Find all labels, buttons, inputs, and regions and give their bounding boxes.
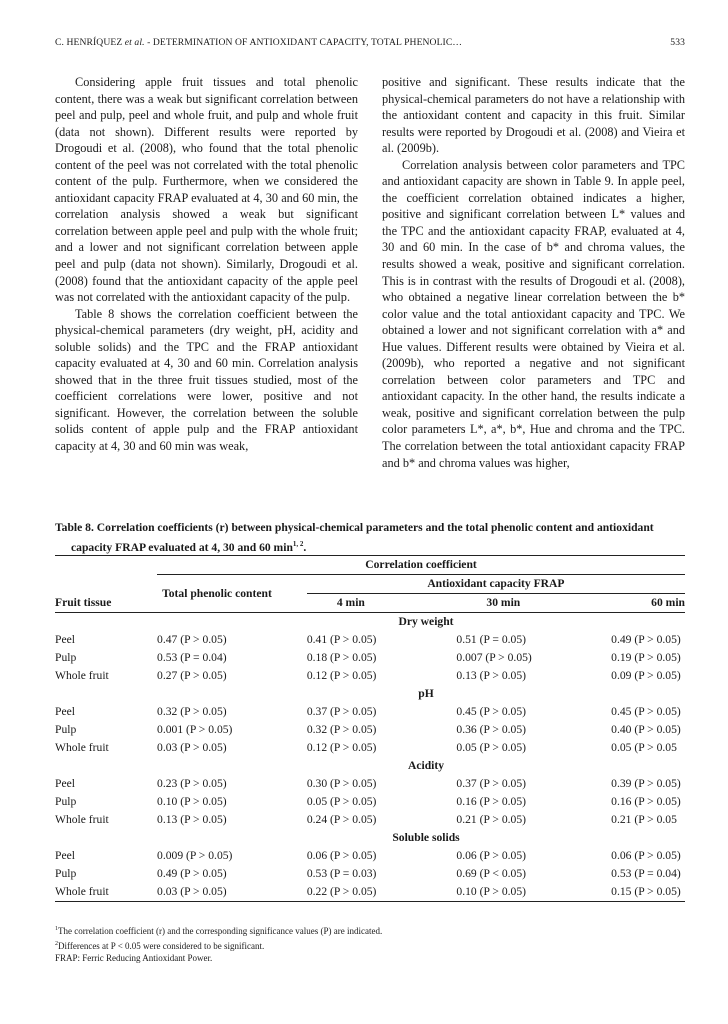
fruit-tissue-cell: Whole fruit [55, 813, 109, 826]
group-heading: Dry weight [398, 615, 454, 628]
table-row [55, 739, 685, 757]
header-author: C. HENRÍQUEZ [55, 37, 123, 48]
header-antioxidant: Antioxidant capacity FRAP [307, 575, 685, 594]
coefficient-cell: 0.32 (P > 0.05) [157, 705, 227, 718]
coefficient-cell: 0.03 (P > 0.05) [157, 741, 227, 754]
running-title [55, 37, 462, 48]
coefficient-cell: 0.16 (P > 0.05) [456, 795, 526, 808]
caption-superscript: 1, 2 [292, 540, 304, 548]
coefficient-cell: 0.001 (P > 0.05) [157, 723, 233, 736]
table-row [55, 703, 685, 721]
table-row [55, 793, 685, 811]
coefficient-cell: 0.03 (P > 0.05) [157, 883, 307, 902]
coefficient-cell: 0.37 (P > 0.05) [456, 777, 526, 790]
caption-line-2: capacity FRAP evaluated at 4, 30 and 60 min [71, 540, 293, 554]
table-body [55, 613, 685, 902]
coefficient-cell: 0.41 (P > 0.05) [306, 633, 377, 646]
right-paragraph-1: positive and significant. These results indicate that the physical-chemical parameters do not have a relationship with the antioxidant content and capacity in this fruit. Similar results were reported by Drogoudi et al. (2008) and Vieira et al. (2009b). [382, 75, 685, 156]
coefficient-cell: 0.05 (P > 0.05) [306, 795, 377, 808]
coefficient-cell: 0.53 (P = 0.04) [611, 867, 681, 880]
coefficient-cell: 0.12 (P > 0.05) [306, 669, 377, 682]
coefficient-cell: 0.06 (P > 0.05) [306, 849, 377, 862]
coefficient-cell: 0.13 (P > 0.05) [157, 813, 227, 826]
coefficient-cell: 0.09 (P > 0.05) [611, 669, 681, 682]
table-row [55, 811, 685, 829]
coefficient-cell: 0.49 (P > 0.05) [611, 633, 681, 646]
coefficient-cell: 0.06 (P > 0.05) [456, 849, 526, 862]
fruit-tissue-cell: Pulp [55, 867, 77, 880]
footnote-2-mark: 2 [55, 940, 58, 947]
coefficient-cell: 0.40 (P > 0.05) [611, 723, 681, 736]
header-correlation: Correlation coefficient [157, 556, 685, 575]
coefficient-cell: 0.49 (P > 0.05) [157, 867, 227, 880]
table-row [55, 847, 685, 865]
coefficient-cell: 0.53 (P = 0.03) [306, 867, 377, 880]
coefficient-cell: 0.32 (P > 0.05) [306, 723, 377, 736]
coefficient-cell: 0.47 (P > 0.05) [157, 633, 227, 646]
header-60min: 60 min [651, 596, 685, 609]
header-fruit-tissue: Fruit tissue [55, 575, 157, 613]
coefficient-cell: 0.19 (P > 0.05) [611, 651, 681, 664]
header-etal: et al. [124, 37, 145, 48]
header-title: - DETERMINATION OF ANTIOXIDANT CAPACITY, TOTAL PHENOLIC… [147, 37, 463, 48]
running-header [55, 37, 685, 51]
header-30min: 30 min [486, 596, 521, 609]
footnote-3 [55, 952, 685, 965]
fruit-tissue-cell: Whole fruit [55, 883, 157, 902]
header-total-phenolic: Total phenolic content [157, 575, 307, 613]
coefficient-cell: 0.12 (P > 0.05) [306, 741, 377, 754]
header-spacer [55, 556, 157, 575]
footnote-2 [55, 938, 685, 953]
coefficient-cell: 0.10 (P > 0.05) [456, 883, 611, 902]
coefficient-cell: 0.007 (P > 0.05) [456, 651, 532, 664]
footnote-2-text: Differences at P < 0.05 were considered to be significant. [58, 940, 265, 951]
page-number: 533 [670, 37, 685, 48]
left-paragraph-1: Considering apple fruit tissues and total phenolic content, there was a weak but significant correlation between peel and pulp, peel and whole fruit, and pulp and whole fruit (data not shown). Different results were reported by Drogoudi et al. (2008), who found that the total phenolic content of the peel was not correlated with the total phenolic content of the pulp. Furthermore, when we considered the antioxidant capacity FRAP evaluated at 4, 30 and 60 min, the correlation analysis showed a weak but significant correlation between apple peel and pulp with the whole fruit; and a lower and not significant correlation between apple peel and pulp (data not shown). Similarly, Drogoudi et al. (2008) found that the antioxidant capacity of the apple peel was not correlated with the antioxidant capacity of the pulp. [55, 75, 358, 305]
coefficient-cell: 0.37 (P > 0.05) [306, 705, 377, 718]
table-row [55, 721, 685, 739]
footnote-1-mark: 1 [55, 926, 58, 932]
right-paragraph-2: Correlation analysis between color parameters and TPC and antioxidant capacity are shown in Table 9. In apple peel, the coefficient correlation obtained indicates a higher, positive and significant correlation between L* values and the TPC and the antioxidant capacity FRAP, evaluated at 4, 30 and 60 min. In the case of b* and chroma values, the results showed a weak, positive and significant correlation. This is in contrast with the results of Drogoudi et al. (2008), who obtained a negative linear correlation between the b* color value and the total antioxidant capacity and TPC. We obtained a lower and not significant correlation with a* and Hue values. Different results were obtained by Vieira et al. (2009b), who reported a negative and not significant correlation between color parameters and TPC and antioxidant capacity. In the other hand, the results indicate a weak, positive and significant correlation between the pulp color parameters L*, a*, b*, Hue and chroma and the TPC. The correlation between the total antioxidant capacity FRAP and b* and chroma values was higher, [382, 157, 685, 470]
group-heading: pH [418, 687, 434, 700]
coefficient-cell: 0.24 (P > 0.05) [306, 813, 377, 826]
table-row [55, 667, 685, 685]
coefficient-cell: 0.27 (P > 0.05) [157, 669, 227, 682]
coefficient-cell: 0.05 (P > 0.05 [611, 741, 677, 754]
coefficient-cell: 0.10 (P > 0.05) [157, 795, 227, 808]
coefficient-cell: 0.13 (P > 0.05) [456, 669, 526, 682]
coefficient-cell: 0.009 (P > 0.05) [157, 849, 233, 862]
fruit-tissue-cell: Peel [55, 705, 75, 718]
group-heading: Acidity [407, 759, 445, 772]
footnote-3-text: FRAP: Ferric Reducing Antioxidant Power. [55, 953, 213, 963]
fruit-tissue-cell: Pulp [55, 723, 77, 736]
header-4min: 4 min [336, 596, 365, 609]
coefficient-cell: 0.45 (P > 0.05) [611, 705, 681, 718]
table-footnotes [55, 923, 685, 965]
coefficient-cell: 0.22 (P > 0.05) [307, 883, 457, 902]
coefficient-cell: 0.16 (P > 0.05) [611, 795, 681, 808]
table-row [55, 649, 685, 667]
fruit-tissue-cell: Peel [55, 633, 75, 646]
fruit-tissue-cell: Whole fruit [55, 669, 109, 682]
coefficient-cell: 0.05 (P > 0.05) [456, 741, 526, 754]
table-row [55, 775, 685, 793]
table-row [55, 883, 685, 902]
footnote-1 [55, 923, 685, 938]
table-row [55, 865, 685, 883]
fruit-tissue-cell: Pulp [55, 651, 77, 664]
left-paragraph-2: Table 8 shows the correlation coefficient between the physical-chemical parameters (dry weight, pH, acidity and soluble solids) and the TPC and the FRAP antioxidant capacity evaluated at 4, 30 and 60 min. Correlation analysis showed that in the three fruit tissues studied, most of the coefficient correlations were lower, positive and not significant. However, the correlation between the soluble solids content of apple pulp and the FRAP antioxidant capacity at 4, 30 and 60 min was weak, [55, 306, 358, 454]
coefficient-cell: 0.53 (P = 0.04) [157, 651, 227, 664]
coefficient-cell: 0.06 (P > 0.05) [611, 849, 681, 862]
fruit-tissue-cell: Peel [55, 849, 75, 862]
left-column [55, 74, 358, 455]
table-row [55, 631, 685, 649]
coefficient-cell: 0.18 (P > 0.05) [306, 651, 377, 664]
coefficient-cell: 0.69 (P < 0.05) [456, 867, 526, 880]
right-column [382, 74, 685, 471]
coefficient-cell: 0.39 (P > 0.05) [611, 777, 681, 790]
coefficient-cell: 0.45 (P > 0.05) [456, 705, 526, 718]
caption-line-1: Table 8. Correlation coefficients (r) between physical-chemical parameters and the total phenolic content and antioxidant [55, 521, 654, 534]
coefficient-cell: 0.36 (P > 0.05) [456, 723, 526, 736]
correlation-table [55, 555, 685, 902]
coefficient-cell: 0.23 (P > 0.05) [157, 777, 227, 790]
fruit-tissue-cell: Whole fruit [55, 741, 109, 754]
coefficient-cell: 0.51 (P = 0.05) [456, 633, 526, 646]
group-heading: Soluble solids [392, 831, 460, 844]
coefficient-cell: 0.21 (P > 0.05) [456, 813, 526, 826]
fruit-tissue-cell: Pulp [55, 795, 77, 808]
fruit-tissue-cell: Peel [55, 777, 75, 790]
caption-period: . [303, 540, 307, 554]
coefficient-cell: 0.15 (P > 0.05) [611, 883, 685, 902]
coefficient-cell: 0.30 (P > 0.05) [306, 777, 377, 790]
coefficient-cell: 0.21 (P > 0.05 [611, 813, 677, 826]
table-caption [55, 519, 687, 556]
footnote-1-text: The correlation coefficient (r) and the corresponding significance values (P) are indicated. [58, 926, 383, 936]
